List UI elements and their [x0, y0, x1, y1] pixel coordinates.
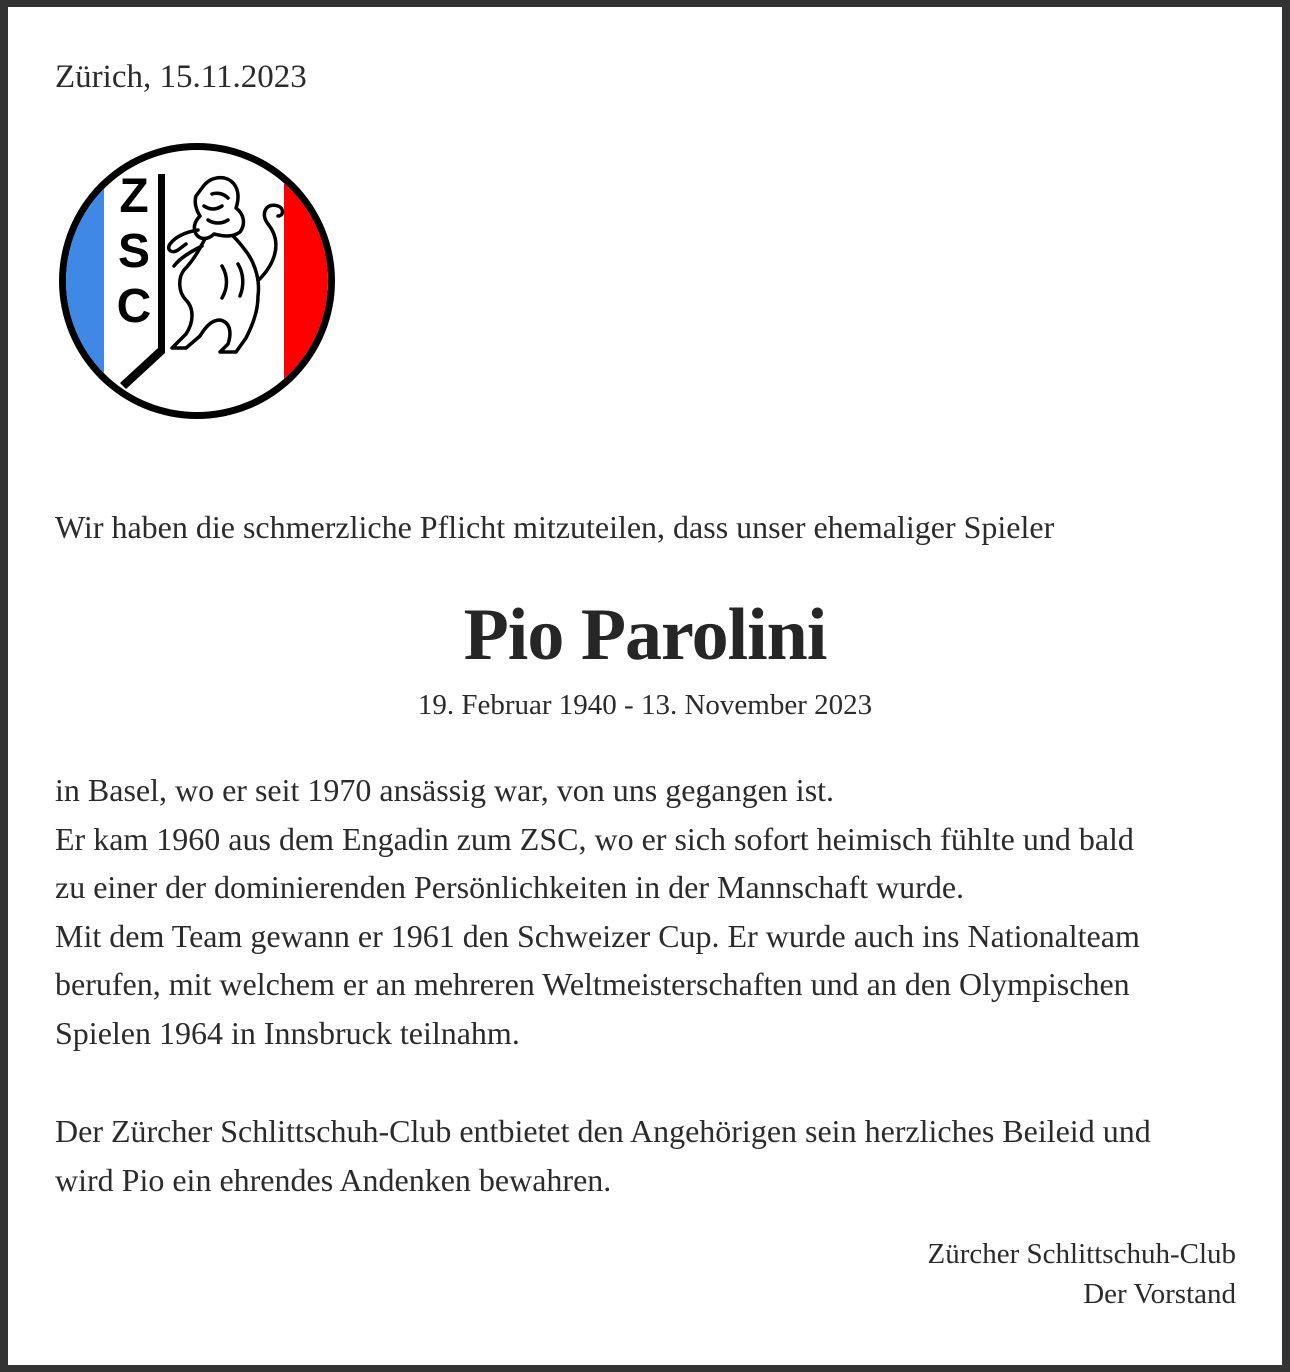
body-line: berufen, mit welchem er an mehreren Weltmeisterschaften und an den Olympischen [55, 966, 1130, 1002]
signature-role: Der Vorstand [1083, 1278, 1236, 1310]
body-line: in Basel, wo er seit 1970 ansässig war, von uns gegangen ist. [55, 772, 835, 808]
signature-organization: Zürcher Schlittschuh-Club [927, 1238, 1236, 1270]
lifespan-dates: 19. Februar 1940 - 13. November 2023 [417, 689, 873, 721]
body-line: wird Pio ein ehrendes Andenken bewahren. [55, 1161, 612, 1198]
body-line: zu einer der dominierenden Persönlichkeiten in der Mannschaft wurde. [55, 869, 965, 905]
intro-sentence: Wir haben die schmerzliche Pflicht mitzuteilen, dass unser ehemaliger Spieler [55, 509, 1055, 545]
date-line: Zürich, 15.11.2023 [55, 59, 307, 95]
obituary-body [55, 766, 1255, 1204]
deceased-name: Pio Parolini [463, 594, 827, 676]
logo-letter-s: S [117, 225, 151, 278]
signature-block [928, 1234, 1236, 1314]
body-line: Er kam 1960 aus dem Engadin zum ZSC, wo er sich sofort heimisch fühlte und bald [55, 820, 1134, 857]
logo-letter-z: Z [119, 170, 149, 223]
body-line: Der Zürcher Schlittschuh-Club entbietet den Angehörigen sein herzliches Beileid und [55, 1113, 1151, 1149]
body-line: Spielen 1964 in Innsbruck teilnahm. [55, 1014, 520, 1051]
logo-letter-c: C [116, 280, 152, 333]
paragraph-spacer [55, 1057, 1255, 1107]
body-line: Mit dem Team gewann er 1961 den Schweizer Cup. Er wurde auch ins Nationalteam [55, 917, 1140, 954]
zsc-lion-logo-icon [52, 136, 342, 426]
